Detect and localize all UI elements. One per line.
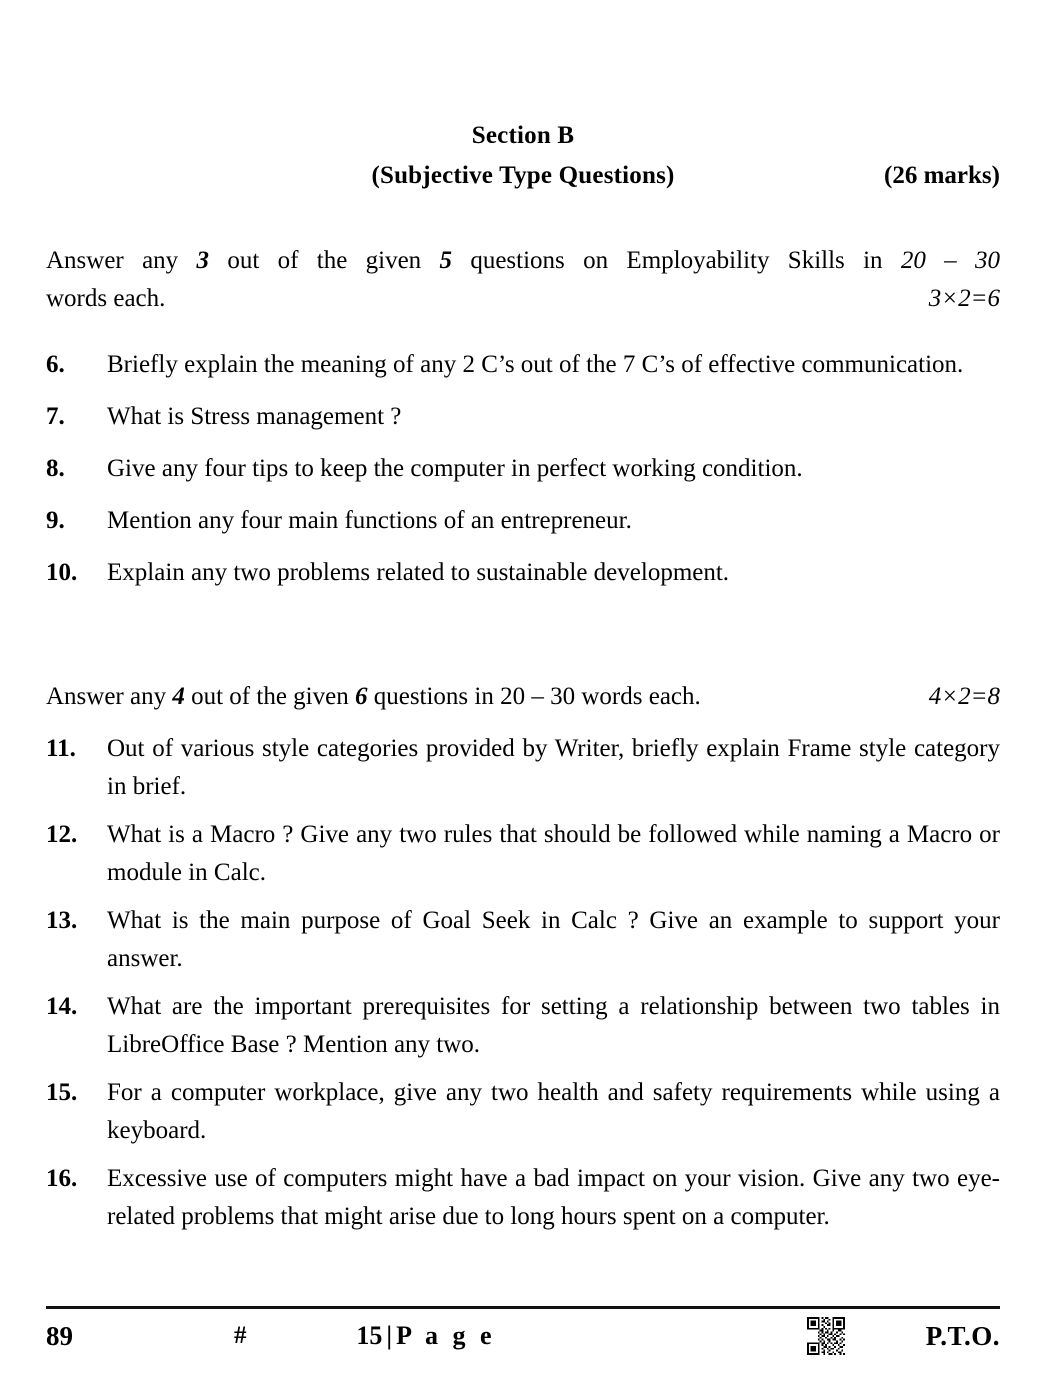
page-number: 15 bbox=[356, 1321, 383, 1350]
instruction-1-text-b: out of the given bbox=[209, 247, 440, 274]
question-number: 14. bbox=[46, 993, 78, 1020]
question-text: Mention any four main functions of an entrepreneur. bbox=[107, 507, 632, 534]
footer-divider bbox=[46, 1306, 1000, 1309]
question-number: 10. bbox=[46, 559, 78, 586]
question-list-subject bbox=[46, 730, 1000, 1236]
instruction-2-marks: 4×2=8 bbox=[928, 683, 1000, 710]
page-footer bbox=[46, 1316, 1000, 1364]
instruction-1 bbox=[46, 242, 1000, 318]
question-text: What is Stress management ? bbox=[107, 403, 402, 430]
page-content bbox=[46, 0, 1000, 1246]
pto-label: P.T.O. bbox=[925, 1321, 1000, 1351]
section-header bbox=[46, 116, 1000, 196]
instruction-1-word-range: 20 – 30 bbox=[900, 247, 1001, 274]
question-number: 11. bbox=[46, 735, 76, 762]
instruction-1-text-d: words each. bbox=[46, 285, 166, 312]
question-number: 7. bbox=[46, 403, 65, 430]
question-number: 8. bbox=[46, 455, 65, 482]
instruction-1-marks: 3×2=6 bbox=[928, 285, 1000, 312]
question-item bbox=[46, 502, 1000, 540]
question-item bbox=[46, 398, 1000, 436]
question-number: 12. bbox=[46, 821, 78, 848]
instruction-1-line-1 bbox=[46, 242, 1000, 280]
question-number: 6. bbox=[46, 351, 65, 378]
section-title: Section B bbox=[471, 122, 575, 149]
question-number: 9. bbox=[46, 507, 65, 534]
question-text: What is the main purpose of Goal Seek in Calc ? Give an example to support your answer. bbox=[107, 907, 1000, 972]
instruction-1-count-answer: 3 bbox=[196, 247, 210, 274]
question-item bbox=[46, 554, 1000, 592]
section-marks: (26 marks) bbox=[884, 162, 1000, 189]
instruction-1-count-given: 5 bbox=[439, 247, 452, 274]
instruction-2-text-c: questions in 20 – 30 words each. bbox=[367, 683, 701, 710]
qr-code-icon bbox=[805, 1317, 847, 1355]
question-item bbox=[46, 988, 1000, 1064]
question-list-employability bbox=[46, 346, 1000, 592]
question-text: What is a Macro ? Give any two rules that should be followed while naming a Macro or module in Calc. bbox=[107, 821, 1000, 886]
question-text: Briefly explain the meaning of any 2 C’s out of the 7 C’s of effective communication. bbox=[107, 351, 964, 378]
instruction-2-count-given: 6 bbox=[354, 683, 368, 710]
paper-code: 89 bbox=[46, 1321, 73, 1351]
question-item bbox=[46, 1160, 1000, 1236]
section-subtitle: (Subjective Type Questions) bbox=[371, 162, 675, 189]
question-text: Give any four tips to keep the computer in perfect working condition. bbox=[107, 455, 803, 482]
question-text: For a computer workplace, give any two health and safety requirements while using a keyboard. bbox=[107, 1079, 1000, 1144]
question-item bbox=[46, 450, 1000, 488]
hash-mark: # bbox=[234, 1322, 247, 1349]
instruction-1-line-2 bbox=[46, 280, 1000, 318]
question-item bbox=[46, 1074, 1000, 1150]
question-number: 16. bbox=[46, 1165, 78, 1192]
question-item bbox=[46, 902, 1000, 978]
instruction-1-text-a: Answer any bbox=[46, 247, 197, 274]
question-number: 13. bbox=[46, 907, 78, 934]
question-text: Explain any two problems related to sustainable development. bbox=[107, 559, 730, 586]
instruction-2 bbox=[46, 678, 1000, 716]
question-text: What are the important prerequisites for setting a relationship between two tables in LibreOffice Base ? Mention any two. bbox=[107, 993, 1000, 1058]
section-subtitle-row bbox=[46, 156, 1000, 196]
page-word-label: P a g e bbox=[396, 1321, 496, 1350]
instruction-1-text-c: questions on Employability Skills in bbox=[452, 247, 901, 274]
question-number: 15. bbox=[46, 1079, 78, 1106]
instruction-2-line-1 bbox=[46, 678, 1000, 716]
page-separator: | bbox=[386, 1321, 393, 1350]
question-item bbox=[46, 730, 1000, 806]
question-item bbox=[46, 816, 1000, 892]
instruction-2-count-answer: 4 bbox=[172, 683, 185, 710]
question-item bbox=[46, 346, 1000, 384]
page-indicator bbox=[46, 1316, 806, 1356]
question-text: Out of various style categories provided by Writer, briefly explain Frame style category in brief. bbox=[107, 735, 1000, 800]
instruction-2-text-b: out of the given bbox=[184, 683, 355, 710]
question-text: Excessive use of computers might have a bad impact on your vision. Give any two eye-related problems that might arise due to long hours spent on a computer. bbox=[107, 1165, 1000, 1230]
instruction-2-text-a: Answer any bbox=[46, 683, 173, 710]
